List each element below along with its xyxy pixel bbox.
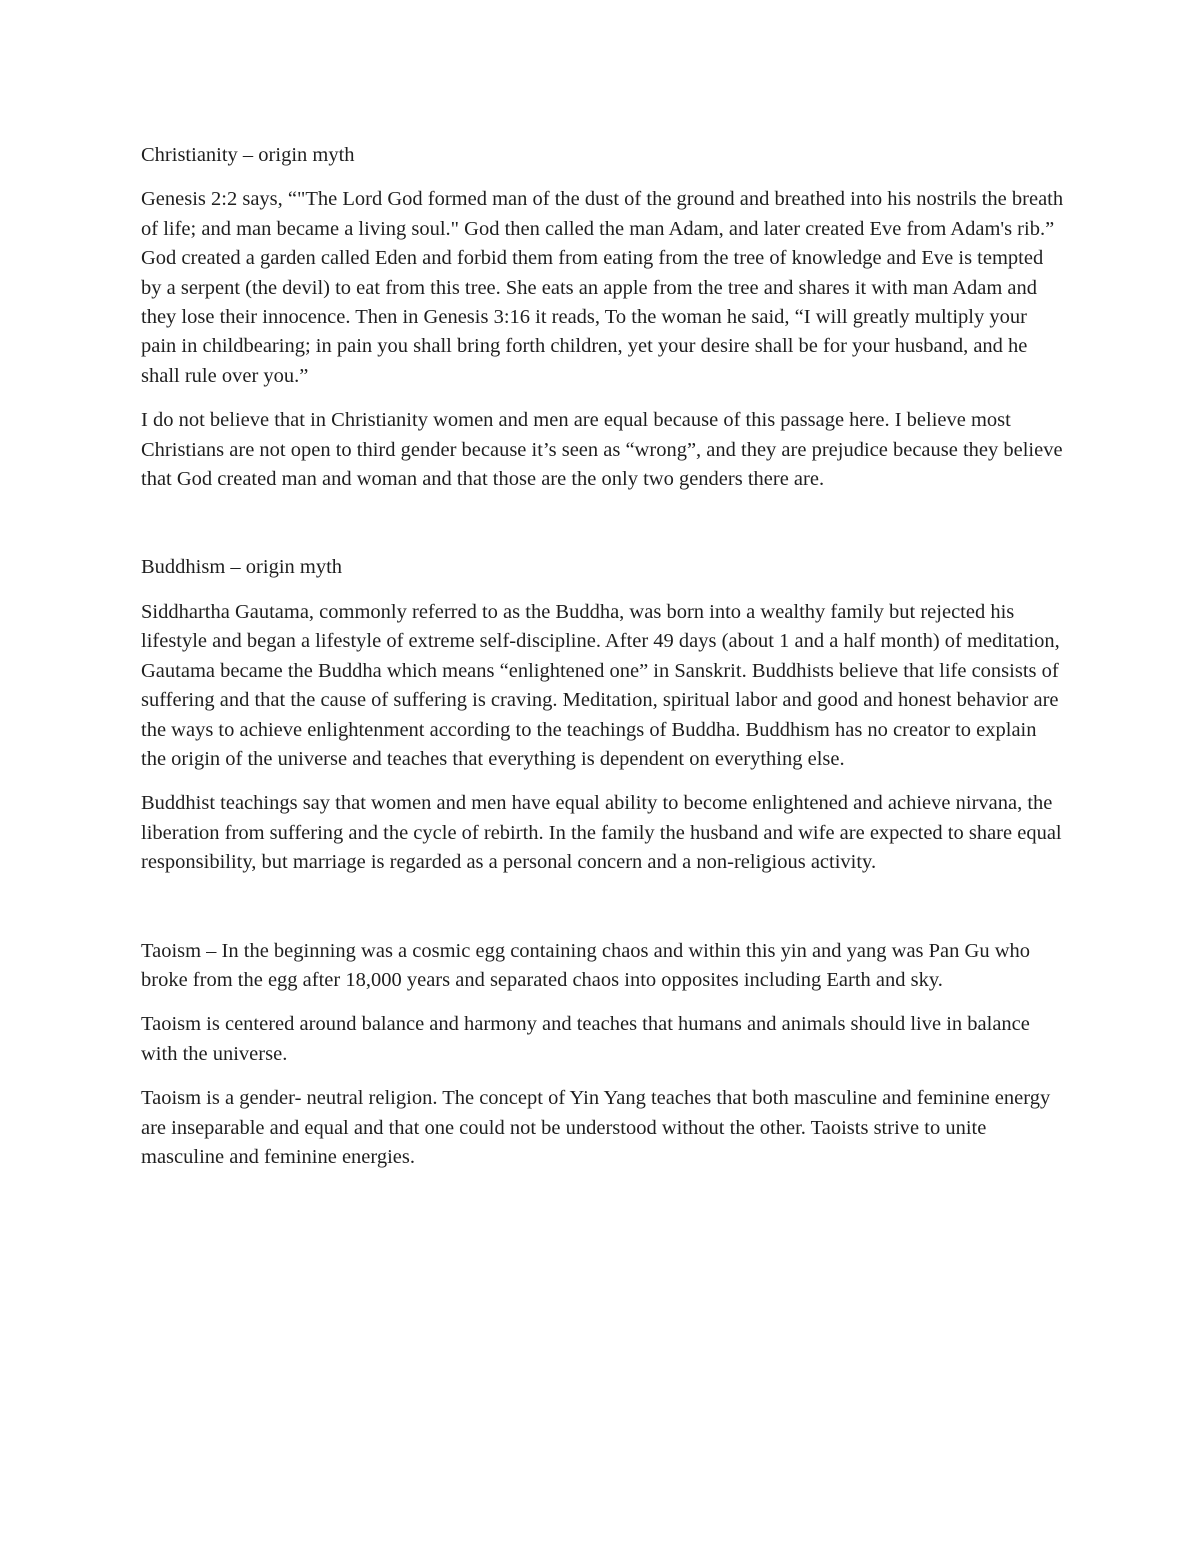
taoism-paragraph-2: Taoism is centered around balance and harmony and teaches that humans and animals should live in balance with the universe. bbox=[141, 1013, 1030, 1065]
document-body bbox=[141, 141, 1066, 1187]
buddhism-paragraph-2: Buddhist teachings say that women and men have equal ability to become enlightened and achieve nirvana, the liberation from suffering and the cycle of rebirth. In the family the husband and wife are expected to share equal responsibility, but marriage is regarded as a personal concern and a non-religious activity. bbox=[141, 792, 1062, 874]
section-spacer bbox=[141, 509, 1066, 553]
taoism-paragraph-1: Taoism – In the beginning was a cosmic egg containing chaos and within this yin and yang was Pan Gu who broke from the egg after 18,000 years and separated chaos into opposites including Earth and sky. bbox=[141, 939, 1031, 991]
section-spacer bbox=[141, 893, 1066, 937]
christianity-heading: Christianity – origin myth bbox=[141, 144, 355, 166]
buddhism-heading: Buddhism – origin myth bbox=[141, 556, 343, 579]
christianity-paragraph-2: I do not believe that in Christianity women and men are equal because of this passage here. I believe most Christians are not open to third gender because it’s seen as “wrong”, and they are prejudice because they believe that God created man and woman and that those are the only two genders there are. bbox=[141, 409, 1063, 491]
christianity-paragraph-1: Genesis 2:2 says, “"The Lord God formed man of the dust of the ground and breathed into his nostrils the breath of life; and man became a living soul." God then called the man Adam, and later created Eve from Adam's rib.” God created a garden called Eden and forbid them from eating from the tree of knowledge and Eve is tempted by a serpent (the devil) to eat from this tree. She eats an apple from the tree and shares it with man Adam and they lose their innocence. Then in Genesis 3:16 it reads, To the woman he said, “I will greatly multiply your pain in childbearing; in pain you shall bring forth children, yet your desire shall be for your husband, and he shall rule over you.” bbox=[141, 188, 1064, 387]
buddhism-paragraph-1: Siddhartha Gautama, commonly referred to as the Buddha, was born into a wealthy family but rejected his lifestyle and began a lifestyle of extreme self-discipline. After 49 days (about 1 and a half month) of meditation, Gautama became the Buddha which means “enlightened one” in Sanskrit. Buddhists believe that life consists of suffering and that the cause of suffering is craving. Meditation, spiritual labor and good and honest behavior are the ways to achieve enlightenment according to the teachings of Buddha. Buddhism has no creator to explain the origin of the universe and teaches that everything is dependent on everything else. bbox=[141, 600, 1060, 770]
taoism-paragraph-3: Taoism is a gender- neutral religion. The concept of Yin Yang teaches that both masculine and feminine energy are inseparable and equal and that one could not be understood without the other. Taoists strive to unite masculine and feminine energies. bbox=[141, 1087, 1051, 1168]
